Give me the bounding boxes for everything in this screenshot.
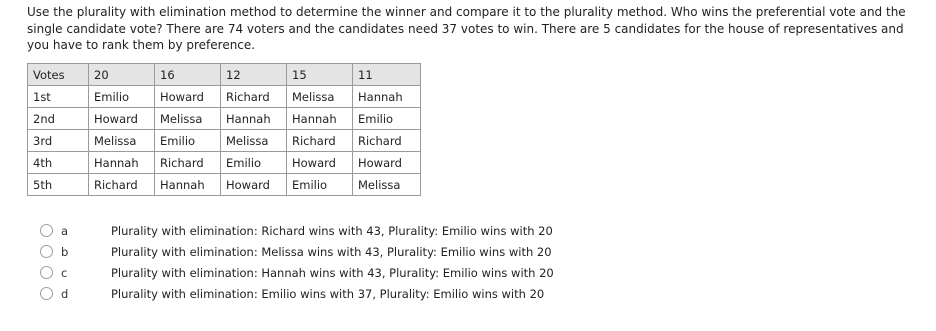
table-cell: Melissa (221, 130, 287, 152)
option-letter: b (61, 244, 69, 259)
table-cell: 1st (28, 86, 89, 108)
header-cell: 20 (89, 64, 155, 86)
option-text[interactable]: Plurality with elimination: Hannah wins with 43, Plurality: Emilio wins with 20 (111, 265, 554, 280)
table-cell: Howard (89, 108, 155, 130)
table-cell: Howard (353, 152, 421, 174)
table-cell: Melissa (353, 174, 421, 196)
option-letter: d (61, 286, 69, 301)
table-cell: Hannah (221, 108, 287, 130)
radio-button-a[interactable] (40, 224, 53, 237)
table-cell: Hannah (89, 152, 155, 174)
table-cell: Richard (89, 174, 155, 196)
answer-options (40, 220, 554, 304)
table-cell: Hannah (287, 108, 353, 130)
table-cell: Richard (287, 130, 353, 152)
table-cell: 5th (28, 174, 89, 196)
table-cell: Emilio (353, 108, 421, 130)
table-cell: Melissa (155, 108, 221, 130)
table-header-row (28, 64, 421, 86)
table-row (28, 174, 421, 196)
radio-button-c[interactable] (40, 266, 53, 279)
table-cell: 4th (28, 152, 89, 174)
option-text[interactable]: Plurality with elimination: Richard wins with 43, Plurality: Emilio wins with 20 (111, 223, 553, 238)
radio-button-d[interactable] (40, 287, 53, 300)
table-cell: 2nd (28, 108, 89, 130)
table-row (28, 130, 421, 152)
table-cell: Hannah (155, 174, 221, 196)
option-letter: a (61, 223, 69, 238)
table-cell: Hannah (353, 86, 421, 108)
header-cell: 12 (221, 64, 287, 86)
radio-button-b[interactable] (40, 245, 53, 258)
table-cell: Emilio (89, 86, 155, 108)
table-cell: Richard (155, 152, 221, 174)
table-cell: Howard (155, 86, 221, 108)
table-cell: Richard (353, 130, 421, 152)
answer-option-a[interactable] (40, 220, 554, 241)
header-cell: 16 (155, 64, 221, 86)
table-cell: Emilio (221, 152, 287, 174)
table-cell: Howard (221, 174, 287, 196)
option-letter: c (61, 265, 68, 280)
table-cell: Emilio (155, 130, 221, 152)
answer-option-d[interactable] (40, 283, 554, 304)
header-cell: 15 (287, 64, 353, 86)
header-cell: Votes (28, 64, 89, 86)
option-text[interactable]: Plurality with elimination: Melissa wins with 43, Plurality: Emilio wins with 20 (111, 244, 552, 259)
table-cell: 3rd (28, 130, 89, 152)
header-cell: 11 (353, 64, 421, 86)
table-cell: Melissa (89, 130, 155, 152)
table-cell: Richard (221, 86, 287, 108)
table-cell: Emilio (287, 174, 353, 196)
table-row (28, 108, 421, 130)
question-text: Use the plurality with elimination method to determine the winner and compare it to the plurality method. Who wins the preferential vote and the single candidate vote? There are 74 voters and the candidates need 37 votes to win. There are 5 candidates for the house of representatives and you have to rank them by preference. (27, 5, 906, 52)
option-text[interactable]: Plurality with elimination: Emilio wins with 37, Plurality: Emilio wins with 20 (111, 286, 545, 301)
table-row (28, 86, 421, 108)
preference-table (27, 63, 421, 196)
table-cell: Melissa (287, 86, 353, 108)
table-cell: Howard (287, 152, 353, 174)
table-row (28, 152, 421, 174)
answer-option-b[interactable] (40, 241, 554, 262)
answer-option-c[interactable] (40, 262, 554, 283)
